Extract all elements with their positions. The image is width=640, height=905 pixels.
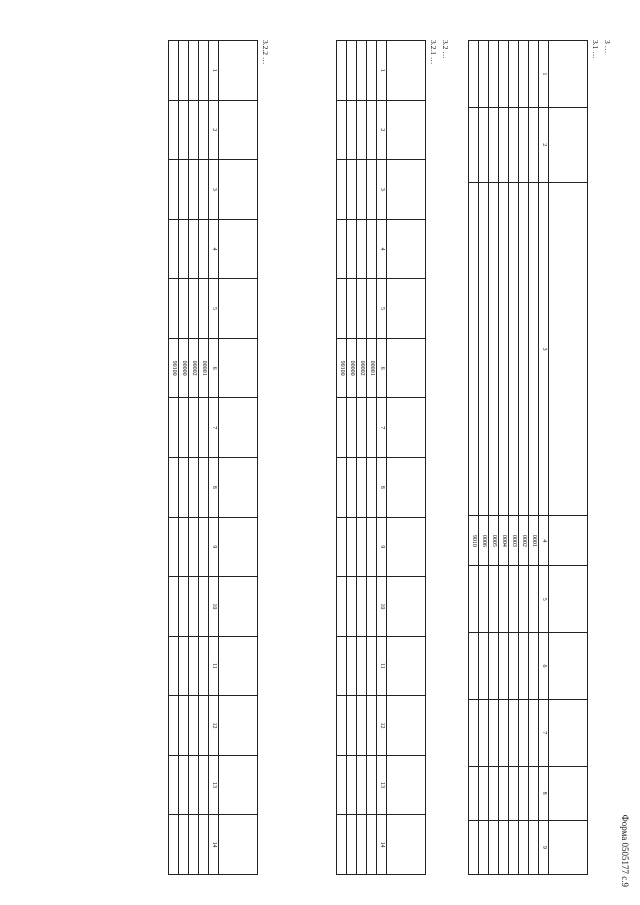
row-code: 00000 — [347, 338, 357, 398]
table-row — [529, 41, 539, 875]
row-code: 00002 — [357, 338, 367, 398]
table-row — [199, 41, 209, 875]
column-number: 3 — [539, 182, 549, 516]
header-cell — [549, 566, 588, 633]
row-code: 90100 — [337, 338, 347, 398]
column-number: 3 — [377, 160, 387, 220]
column-number: 11 — [377, 636, 387, 696]
section-3 — [468, 40, 612, 875]
row-code: 0002 — [519, 516, 529, 566]
table-row — [499, 41, 509, 875]
table-3-header — [549, 41, 588, 875]
header-cell — [549, 516, 588, 566]
column-number: 9 — [539, 820, 549, 874]
column-number: 8 — [539, 766, 549, 820]
column-number: 2 — [209, 100, 219, 160]
column-number-row — [209, 41, 219, 875]
form-code: Форма 0505177 с.9 — [620, 814, 630, 887]
row-code: 0004 — [499, 516, 509, 566]
column-number: 4 — [377, 219, 387, 279]
column-number-row — [377, 41, 387, 875]
column-number: 14 — [209, 815, 219, 875]
row-code: 0003 — [509, 516, 519, 566]
table-row — [179, 41, 189, 875]
column-number: 7 — [377, 398, 387, 458]
header-cell — [549, 766, 588, 820]
column-number: 5 — [539, 566, 549, 633]
row-code: 0006 — [479, 516, 489, 566]
column-number: 6 — [209, 338, 219, 398]
section-3-1-title: 3.1 … — [591, 40, 600, 59]
section-3-title: 3 … — [603, 40, 612, 54]
column-number: 1 — [539, 41, 549, 108]
column-number: 2 — [539, 107, 549, 182]
table-3-2-2 — [168, 40, 258, 875]
column-number: 8 — [209, 457, 219, 517]
table-row — [519, 41, 529, 875]
header-cell — [549, 699, 588, 766]
header-cell — [549, 633, 588, 700]
section-3-2-title: 3.2 … — [441, 40, 450, 59]
column-number: 5 — [377, 279, 387, 339]
column-number: 9 — [377, 517, 387, 577]
column-number: 1 — [377, 41, 387, 101]
section-3-2-1 — [336, 40, 450, 875]
column-number: 8 — [377, 457, 387, 517]
column-number: 13 — [209, 755, 219, 815]
table-row — [169, 41, 179, 875]
column-number: 4 — [539, 516, 549, 566]
column-number: 4 — [209, 219, 219, 279]
column-number: 6 — [539, 633, 549, 700]
column-number: 3 — [209, 160, 219, 220]
table-3-2-1 — [336, 40, 426, 875]
table-row — [337, 41, 347, 875]
section-3-2-2 — [168, 40, 270, 875]
row-code: 0005 — [489, 516, 499, 566]
column-number: 12 — [377, 696, 387, 756]
row-code: 90100 — [169, 338, 179, 398]
column-number: 13 — [377, 755, 387, 815]
column-number: 7 — [209, 398, 219, 458]
table-row — [479, 41, 489, 875]
header-cell — [549, 107, 588, 182]
table-row — [367, 41, 377, 875]
column-number: 14 — [377, 815, 387, 875]
section-3-2-1-title: 3.2.1 … — [429, 40, 438, 65]
column-number: 2 — [377, 100, 387, 160]
table-3 — [468, 40, 588, 875]
table-row — [469, 41, 479, 875]
column-number: 7 — [539, 699, 549, 766]
column-number: 10 — [377, 577, 387, 637]
column-number: 9 — [209, 517, 219, 577]
table-row — [489, 41, 499, 875]
table-row — [509, 41, 519, 875]
row-code: 9010 — [469, 516, 479, 566]
row-code: 00000 — [179, 338, 189, 398]
row-code: 00002 — [189, 338, 199, 398]
header-cell — [549, 182, 588, 516]
table-row — [357, 41, 367, 875]
table-row — [189, 41, 199, 875]
column-number: 6 — [377, 338, 387, 398]
header-cell — [549, 820, 588, 874]
column-number: 11 — [209, 636, 219, 696]
row-code: 00001 — [199, 338, 209, 398]
column-number: 5 — [209, 279, 219, 339]
table-3-2-1-header — [387, 41, 426, 875]
row-code: 00001 — [367, 338, 377, 398]
column-number: 10 — [209, 577, 219, 637]
row-code: 0001 — [529, 516, 539, 566]
section-3-2-2-title: 3.2.2 … — [261, 40, 270, 65]
column-number: 12 — [209, 696, 219, 756]
table-3-2-2-header — [219, 41, 258, 875]
column-number-row — [539, 41, 549, 875]
header-cell — [549, 41, 588, 108]
table-row — [347, 41, 357, 875]
column-number: 1 — [209, 41, 219, 101]
